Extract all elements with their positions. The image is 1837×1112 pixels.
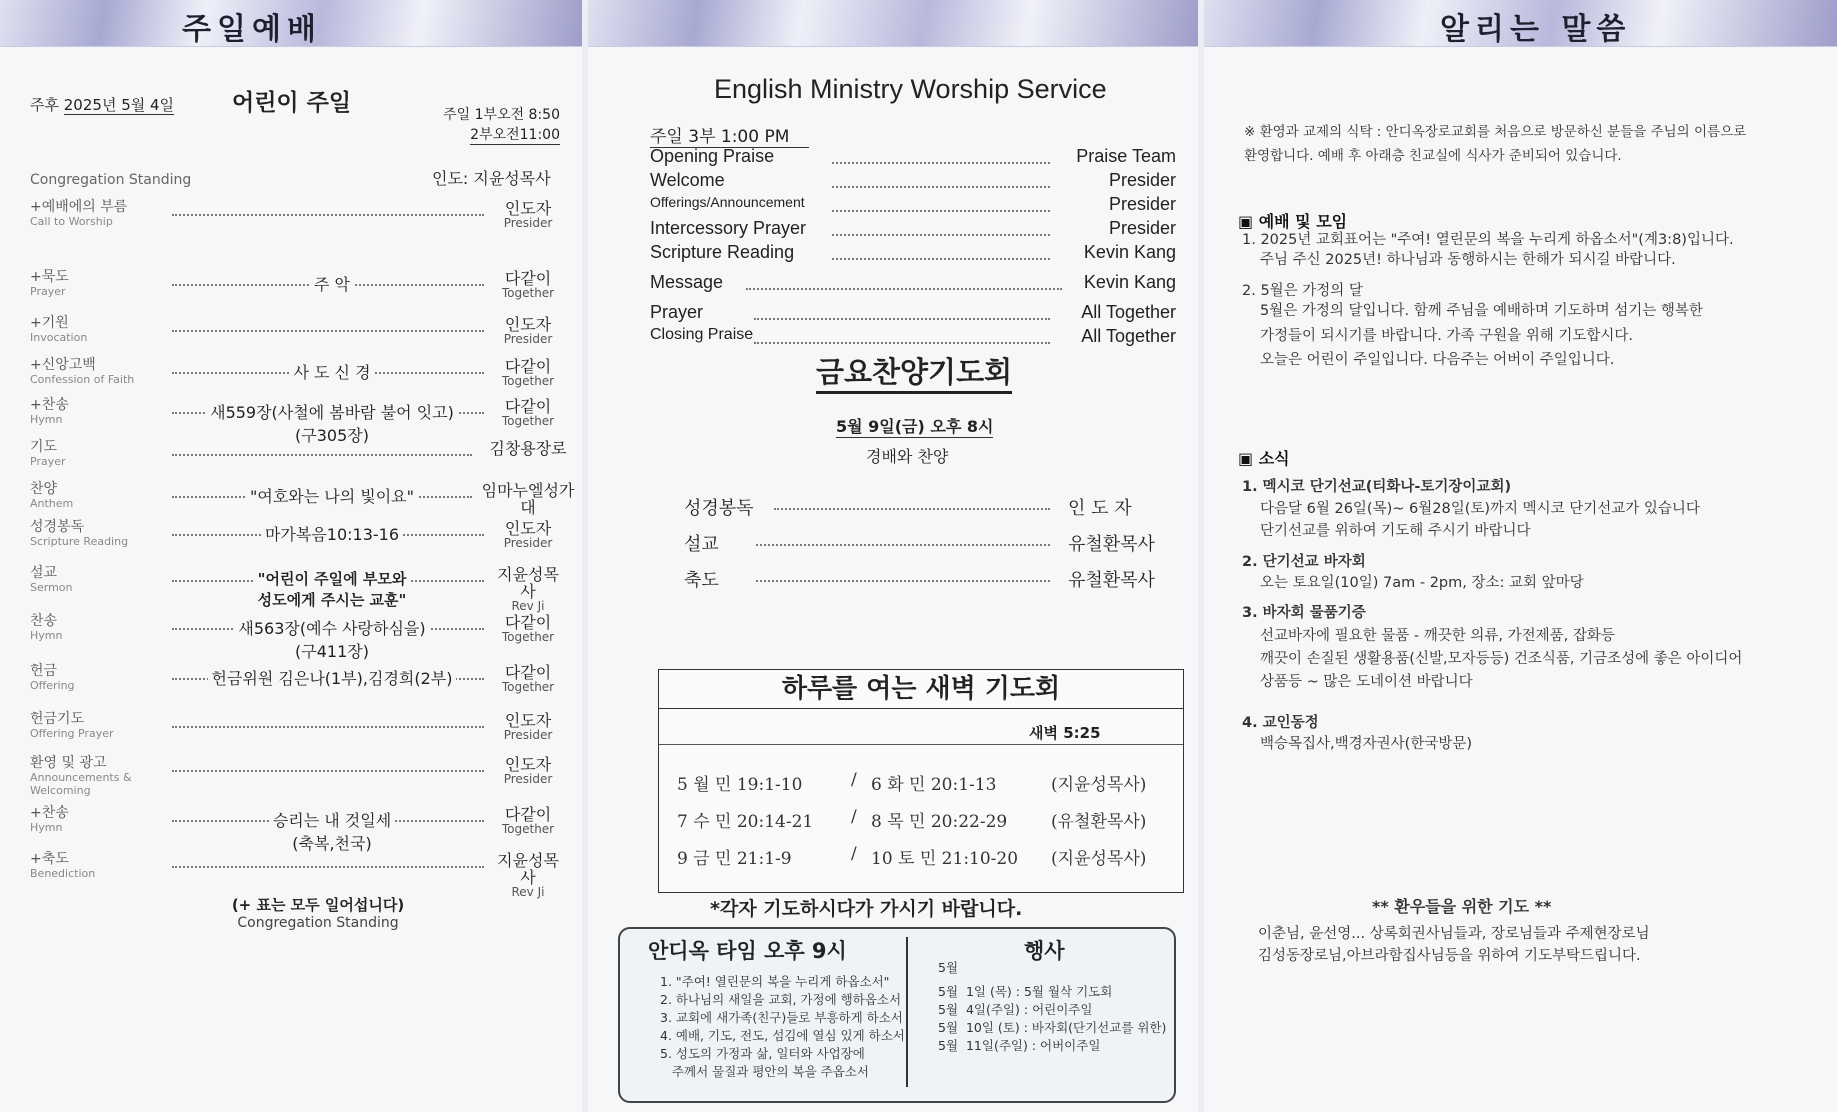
em-item-label: Opening Praise <box>650 146 775 166</box>
friday-sub: 경배와 찬양 <box>866 447 949 466</box>
dawn-reading-b: 8 목 민 20:22-29 <box>871 812 1008 832</box>
em-item-label: Offerings/Announcement <box>650 194 805 210</box>
event-item: 5월 4일(주일) : 어린이주일 <box>938 1002 1093 1017</box>
em-dots <box>832 186 1050 188</box>
order-item-content <box>180 808 484 854</box>
dawn-time: 새벽 5:25 <box>1029 724 1101 742</box>
em-item-who: Presider <box>1108 194 1176 214</box>
order-item-role <box>490 852 566 899</box>
order-item-role <box>490 566 566 613</box>
order-item-ko: 환영 및 광고 <box>30 755 107 771</box>
order-item-label <box>30 852 170 880</box>
role-ko: 인도자 <box>504 315 552 334</box>
events-list <box>938 983 1166 1055</box>
order-item-role <box>490 270 566 300</box>
order-item-content <box>180 666 484 689</box>
order-item-text2: (구305장) <box>291 426 373 445</box>
order-item-role <box>490 520 566 550</box>
order-item-label <box>30 358 170 386</box>
leader-dots <box>172 770 484 772</box>
box-divider <box>906 937 908 1087</box>
order-item-ko: +묵도 <box>30 269 69 285</box>
dawn-note: *각자 기도하시다가 가시기 바랍니다. <box>710 898 1023 920</box>
standing-label: Congregation Standing <box>30 172 192 188</box>
order-item-text2: (축복,천국) <box>288 834 375 853</box>
order-item-ko: 찬양 <box>30 481 58 497</box>
s1-2a: 2. 5월은 가정의 달 <box>1242 283 1363 299</box>
em-item-who: All Together <box>1081 302 1176 322</box>
s1-2c: 가정들이 되시기를 바랍니다. 가족 구원을 위해 기도합시다. <box>1260 328 1634 344</box>
order-item-en: Hymn <box>30 821 63 834</box>
order-item-label <box>30 756 170 797</box>
em-dots <box>746 288 1062 290</box>
order-item-ko: +축도 <box>30 851 69 867</box>
em-item-label: Closing Praise <box>650 326 754 343</box>
order-item-ko: 헌금기도 <box>30 711 85 727</box>
announcements-title: 알리는 말씀 <box>1440 12 1632 47</box>
em-item-who: Praise Team <box>1076 146 1176 166</box>
order-item-role <box>478 482 578 516</box>
role-ko: 다같이 <box>504 397 552 416</box>
role-ko: 인도자 <box>504 519 552 538</box>
role-ko: 다같이 <box>504 805 552 824</box>
order-item-text: "어린이 주일에 부모와 <box>254 570 411 588</box>
friday-date: 5월 9일(금) 오후 8시 <box>836 414 993 438</box>
s1-1a: 1. 2025년 교회표어는 "주여! 열린문의 복을 누리게 하옵소서"(계3:8)입니다. <box>1242 232 1734 248</box>
role-ko: 다같이 <box>504 613 552 632</box>
order-item-en: Sermon <box>30 581 73 594</box>
role-en: Together <box>501 414 555 428</box>
role-en: Together <box>501 822 555 836</box>
s2-2a: 2. 단기선교 바자회 <box>1242 554 1366 570</box>
em-item-label: Scripture Reading <box>650 242 795 262</box>
event-item: 5월 10일 (토) : 바자회(단기선교를 위한) <box>938 1020 1167 1035</box>
order-item-en: Scripture Reading <box>30 535 129 548</box>
order-item-role <box>490 712 566 742</box>
em-dots <box>832 162 1050 164</box>
role-ko: 김창용장로 <box>489 439 567 458</box>
em-item-who: Kevin Kang <box>1083 272 1176 292</box>
order-item-text2: 성도에게 주시는 교훈" <box>254 591 411 609</box>
order-item-en: Prayer <box>30 285 66 298</box>
antioch-item: 4. 예배, 기도, 전도, 섬김에 열심 있게 하소서 <box>660 1028 905 1043</box>
role-ko: 임마누엘성가대 <box>481 481 575 517</box>
order-item-en: Benediction <box>30 867 96 880</box>
role-ko: 인도자 <box>504 199 552 218</box>
order-item-text: 새563장(예수 사랑하심을) <box>234 619 429 638</box>
role-en: Together <box>501 286 555 300</box>
dawn-reading-a: 9 금 민 21:1-9 <box>677 849 792 869</box>
worship-banner <box>0 0 582 47</box>
role-en: Presider <box>503 536 553 550</box>
order-item-content <box>180 272 484 295</box>
worship-order-panel <box>0 0 582 1112</box>
em-dots <box>754 318 1050 320</box>
s2-1a: 1. 멕시코 단기선교(티화나-토기장이교회) <box>1242 479 1512 495</box>
antioch-title: 안디옥 타임 오후 9시 <box>648 939 847 963</box>
em-item-who: Presider <box>1108 170 1176 190</box>
role-en: Presider <box>503 332 553 346</box>
friday-title: 금요찬양기도회 <box>816 350 1012 394</box>
order-item-ko: +기원 <box>30 315 69 331</box>
order-item-text: 사 도 신 경 <box>289 363 374 382</box>
em-dots <box>832 258 1050 260</box>
em-title: English Ministry Worship Service <box>714 74 1107 104</box>
order-item-label <box>30 712 170 740</box>
em-item-who: Kevin Kang <box>1083 242 1176 262</box>
order-item-ko: +신앙고백 <box>30 357 96 373</box>
em-item-label: Intercessory Prayer <box>650 218 807 238</box>
order-item-ko: +찬송 <box>30 397 69 413</box>
role-en: Rev Ji <box>511 885 545 899</box>
order-item-en: Call to Worship <box>30 215 113 228</box>
order-item-en: Invocation <box>30 331 88 344</box>
order-item-label <box>30 316 170 344</box>
prayer-title: ** 환우들을 위한 기도 ** <box>1372 897 1552 916</box>
friday-dots <box>756 544 1050 546</box>
em-item-who: All Together <box>1081 326 1176 346</box>
antioch-item: 3. 교회에 새가족(친구)들로 부흥하게 하소서 <box>660 1010 903 1025</box>
dawn-reading-a: 5 월 민 19:1-10 <box>677 775 803 795</box>
order-item-role <box>490 316 566 346</box>
event-item: 5월 11일(주일) : 어버이주일 <box>938 1038 1101 1053</box>
order-item-role <box>478 440 578 457</box>
order-item-ko: +예배에의 부름 <box>30 199 128 215</box>
em-dots <box>832 234 1050 236</box>
prayer-line1: 이춘님, 윤선영... 상록회권사님들과, 장로님들과 주제현장로님 <box>1258 926 1650 942</box>
s1-2d: 오늘은 어린이 주일입니다. 다음주는 어버이 주일입니다. <box>1260 352 1615 368</box>
announcements-banner <box>1204 0 1837 47</box>
order-item-ko: +찬송 <box>30 805 69 821</box>
antioch-item: 주께서 물질과 평안의 복을 주옵소서 <box>660 1064 869 1079</box>
em-item-label: Prayer <box>650 302 704 322</box>
order-item-text: 헌금위원 김은나(1부),김경희(2부) <box>208 669 457 688</box>
order-item-text: "여호와는 나의 빛이요" <box>246 487 418 506</box>
order-item-label <box>30 520 170 548</box>
em-item-label: Message <box>650 272 724 292</box>
antioch-item: 1. "주여! 열린문의 복을 누리게 하옵소서" <box>660 974 890 989</box>
leader-dots <box>172 330 484 332</box>
day-title: 어린이 주일 <box>232 90 352 116</box>
order-item-label <box>30 482 170 510</box>
dawn-sep: / <box>851 770 857 790</box>
dawn-prayer-box <box>658 669 1184 893</box>
events-title: 행사 <box>1024 939 1065 963</box>
dawn-reading-a: 7 수 민 20:14-21 <box>677 812 814 832</box>
order-item-en: Confession of Faith <box>30 373 135 386</box>
friday-item-label: 축도 <box>684 570 719 591</box>
order-item-content <box>180 522 484 545</box>
antioch-item: 2. 하나님의 새일을 교회, 가정에 행하옵소서 <box>660 992 902 1007</box>
dawn-who: (지윤성목사) <box>1051 775 1147 795</box>
section-news: ▣ 소식 <box>1238 449 1290 468</box>
order-item-role <box>490 756 566 786</box>
leader-dots <box>172 214 484 216</box>
role-en: Presider <box>503 216 553 230</box>
role-ko: 인도자 <box>504 711 552 730</box>
role-en: Presider <box>503 772 553 786</box>
order-item-ko: 헌금 <box>30 663 58 679</box>
s2-3a: 3. 바자회 물품기증 <box>1242 605 1366 621</box>
role-ko: 지윤성목사 <box>497 565 559 601</box>
em-item-label: Welcome <box>650 170 725 190</box>
order-item-label <box>30 566 170 594</box>
friday-item-label: 설교 <box>684 534 719 555</box>
order-item-content <box>180 484 484 507</box>
worship-date: 주후 2025년 5월 4일 <box>30 96 175 114</box>
order-item-content <box>180 568 484 610</box>
order-item-en: Offering <box>30 679 75 692</box>
role-en: Together <box>501 374 555 388</box>
order-item-label <box>30 398 170 426</box>
order-item-role <box>490 398 566 428</box>
role-en: Together <box>501 630 555 644</box>
order-item-en: Hymn <box>30 629 63 642</box>
service-times: 주일 1부오전 8:50 2부오전11:00 <box>443 107 560 143</box>
antioch-events-box <box>618 927 1176 1103</box>
middle-panel <box>588 0 1198 1112</box>
friday-item-who: 유철환목사 <box>1068 570 1155 591</box>
order-item-ko: 기도 <box>30 439 58 455</box>
s2-2b: 오는 토요일(10일) 7am - 2pm, 장소: 교회 앞마당 <box>1260 575 1584 591</box>
s2-3c: 깨끗이 손질된 생활용품(신발,모자등등) 건조식품, 기금조성에 좋은 아이디어 <box>1260 651 1743 667</box>
order-item-text: 마가복음10:13-16 <box>261 525 403 544</box>
em-item-who: Presider <box>1108 218 1176 238</box>
role-en: Presider <box>503 728 553 742</box>
order-item-role <box>490 200 566 230</box>
role-ko: 인도자 <box>504 755 552 774</box>
order-item-label <box>30 806 170 834</box>
em-dots <box>754 342 1050 344</box>
antioch-item: 5. 성도의 가정과 삶, 일터와 사업장에 <box>660 1046 865 1061</box>
s2-3b: 선교바자에 필요한 물품 - 깨끗한 의류, 가전제품, 잡화등 <box>1260 628 1615 644</box>
leader-dots <box>172 866 484 868</box>
order-item-text: 새559장(사철에 봄바람 불어 잇고) <box>206 403 458 422</box>
friday-item-who: 유철환목사 <box>1068 534 1155 555</box>
s2-4a: 4. 교인동정 <box>1242 715 1319 731</box>
announcements-panel <box>1204 0 1837 1112</box>
role-ko: 다같이 <box>504 663 552 682</box>
welcome-line1: ※ 환영과 교제의 식탁 : 안디옥장로교회를 처음으로 방문하신 분들을 주님의 이름으로 <box>1244 124 1747 140</box>
em-time: 주일 3부 1:00 PM <box>650 122 809 148</box>
leader-dots <box>172 726 484 728</box>
order-item-en: Announcements & Welcoming <box>30 771 132 797</box>
antioch-list <box>660 973 905 1081</box>
order-item-text: 주 악 <box>310 275 354 294</box>
role-en: Together <box>501 680 555 694</box>
s2-1c: 단기선교를 위하여 기도해 주시기 바랍니다 <box>1260 523 1531 539</box>
role-en: Rev Ji <box>511 599 545 613</box>
role-ko: 지윤성목사 <box>497 851 559 887</box>
dawn-reading-b: 6 화 민 20:1-13 <box>871 775 997 795</box>
leader-dots <box>172 454 472 456</box>
leader-label: 인도: 지윤성목사 <box>432 169 551 188</box>
order-item-ko: 찬송 <box>30 613 58 629</box>
dawn-sep: / <box>851 807 857 827</box>
dawn-who: (유철환목사) <box>1051 812 1147 832</box>
order-item-role <box>490 806 566 836</box>
event-item: 5월 1일 (목) : 5월 월삭 기도회 <box>938 984 1113 999</box>
role-ko: 다같이 <box>504 357 552 376</box>
order-item-role <box>490 358 566 388</box>
order-item-role <box>490 664 566 694</box>
friday-dots <box>774 508 1050 510</box>
s1-1b: 주님 주신 2025년! 하나님과 동행하시는 한해가 되시길 바랍니다. <box>1260 252 1676 268</box>
role-ko: 다같이 <box>504 269 552 288</box>
order-item-en: Prayer <box>30 455 66 468</box>
s2-1b: 다음달 6월 26일(목)~ 6월28일(토)까지 멕시코 단기선교가 있습니다 <box>1260 501 1700 517</box>
order-item-label <box>30 270 170 298</box>
order-item-en: Anthem <box>30 497 74 510</box>
prayer-line2: 김성동장로님,아브라함집사님등을 위하여 기도부탁드립니다. <box>1258 948 1641 964</box>
worship-banner-title: 주일예배 <box>182 12 322 47</box>
order-item-label <box>30 440 170 468</box>
em-dots <box>832 210 1050 212</box>
dawn-who: (지윤성목사) <box>1051 849 1147 869</box>
dawn-reading-b: 10 토 민 21:10-20 <box>871 849 1019 869</box>
events-month: 5월 <box>938 960 959 975</box>
order-item-content <box>180 360 484 383</box>
s2-4b: 백승목집사,백경자권사(한국방문) <box>1260 736 1473 752</box>
order-item-role <box>490 614 566 644</box>
friday-item-who: 인 도 자 <box>1068 498 1132 519</box>
dawn-sep: / <box>851 844 857 864</box>
order-item-content <box>180 616 484 662</box>
friday-dots <box>756 580 1050 582</box>
s2-3d: 상품등 ~ 많은 도네이션 바랍니다 <box>1260 674 1473 690</box>
order-item-content <box>180 400 484 446</box>
s1-2b: 5월은 가정의 달입니다. 함께 주님을 예배하며 기도하며 섬기는 행복한 <box>1260 303 1703 319</box>
order-item-text2: (구411장) <box>291 642 373 661</box>
friday-item-label: 성경봉독 <box>684 498 754 519</box>
order-item-ko: 설교 <box>30 565 58 581</box>
welcome-line2: 환영합니다. 예배 후 아래층 친교실에 식사가 준비되어 있습니다. <box>1244 148 1622 164</box>
order-footer: (+ 표는 모두 일어섭니다) Congregation Standing <box>231 896 405 931</box>
order-item-text: 승리는 내 것일세 <box>269 811 395 830</box>
order-item-label <box>30 614 170 642</box>
dawn-title: 하루를 여는 새벽 기도회 <box>659 670 1183 709</box>
order-item-label <box>30 664 170 692</box>
middle-banner <box>588 0 1198 47</box>
order-item-en: Hymn <box>30 413 63 426</box>
order-item-label <box>30 200 170 228</box>
order-item-en: Offering Prayer <box>30 727 114 740</box>
order-item-ko: 성경봉독 <box>30 519 85 535</box>
section-worship: ▣ 예배 및 모임 <box>1238 212 1348 231</box>
dawn-divider <box>659 744 1183 745</box>
